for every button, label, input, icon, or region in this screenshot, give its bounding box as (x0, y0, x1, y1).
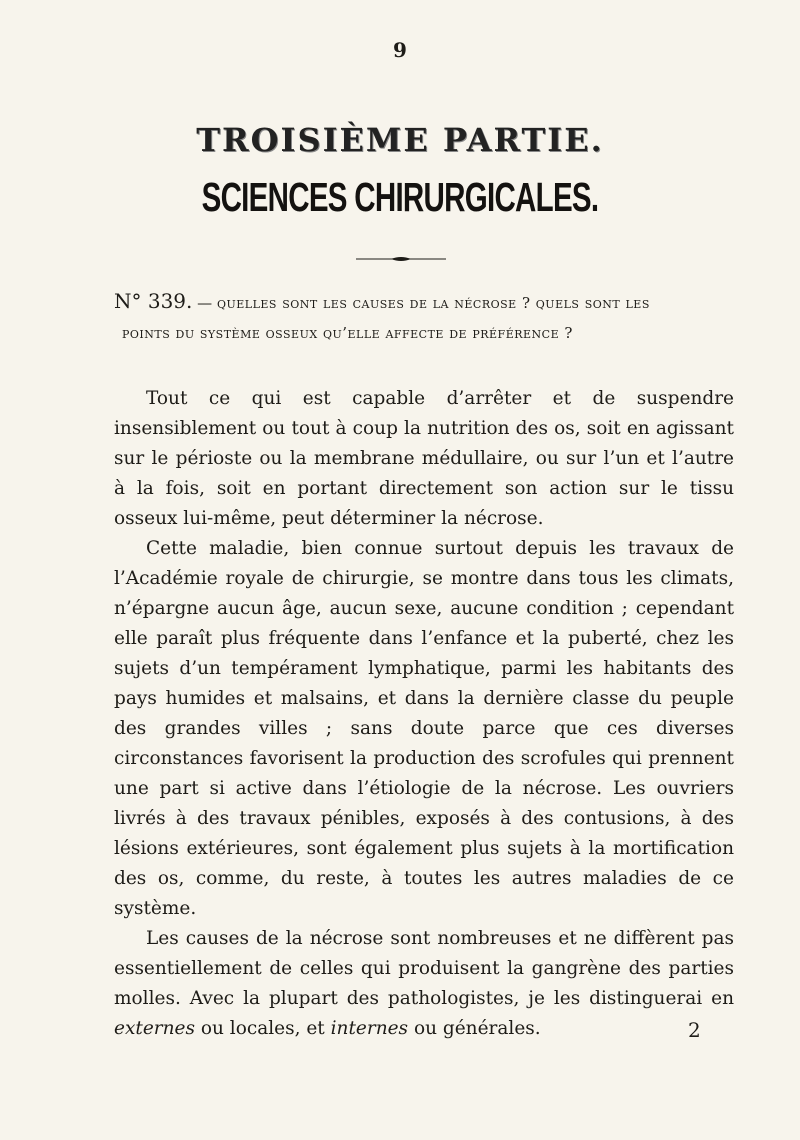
question-number: N° 339. (114, 289, 193, 313)
paragraph-1: Tout ce qui est capable d’arrêter et de suspendre insensiblement ou tout à coup la nutrition des os, soit en agissant sur le périoste ou la membrane médullaire, ou sur l’un et l’autre à la fois, soit en portant directement son action sur le tissu osseux lui-même, peut déterminer la nécrose. (114, 388, 734, 529)
body-text (114, 384, 734, 1044)
paragraph-3-text: Les causes de la nécrose sont nombreuses et ne diffèrent pas essentiellement de celles qui produisent la gangrène des parties molles. Avec la plupart des pathologistes, je les distinguerai en (114, 928, 734, 1009)
question-line-1 (114, 286, 714, 318)
page-number: 9 (393, 38, 407, 62)
section-title: SCIENCES CHIRURGICALES. (201, 174, 599, 220)
paragraph-3-mid: ou locales, et (200, 1018, 325, 1039)
paragraph-2: Cette maladie, bien connue surtout depuis les travaux de l’Académie royale de chirurgie, se montre dans tous les climats, n’épargne aucun âge, aucun sexe, aucune condition ; cependant elle paraît plus fréquente dans l’enfance et la puberté, chez les sujets d’un tempérament lymphatique, parmi les habitants des pays humides et malsains, et dans la dernière classe du peuple des grandes villes ; sans doute parce que ces diverses circonstances favorisent la production des scrofules qui prennent une part si active dans l’étiologie de la nécrose. Les ouvriers livrés à des travaux pénibles, exposés à des contusions, à des lésions extérieures, sont également plus sujets à la mortification des os, comme, du reste, à toutes les autres maladies de ce système. (114, 538, 734, 919)
term-externes: externes (114, 1018, 195, 1039)
question-heading (114, 286, 714, 348)
question-text-line-2: points du système osseux qu’elle affecte de préférence ? (122, 324, 573, 342)
term-internes: internes (330, 1018, 409, 1039)
paragraph-3 (114, 924, 734, 1044)
question-text-line-1: quelles sont les causes de la nécrose ? quels sont les (216, 294, 650, 312)
signature-mark: 2 (688, 1018, 701, 1042)
ornament-rule (356, 255, 446, 263)
paragraph-3-end: ou générales. (413, 1018, 541, 1039)
part-title: TROISIÈME PARTIE. (196, 121, 604, 159)
question-line-2 (114, 318, 714, 348)
question-dash: — (197, 294, 213, 312)
